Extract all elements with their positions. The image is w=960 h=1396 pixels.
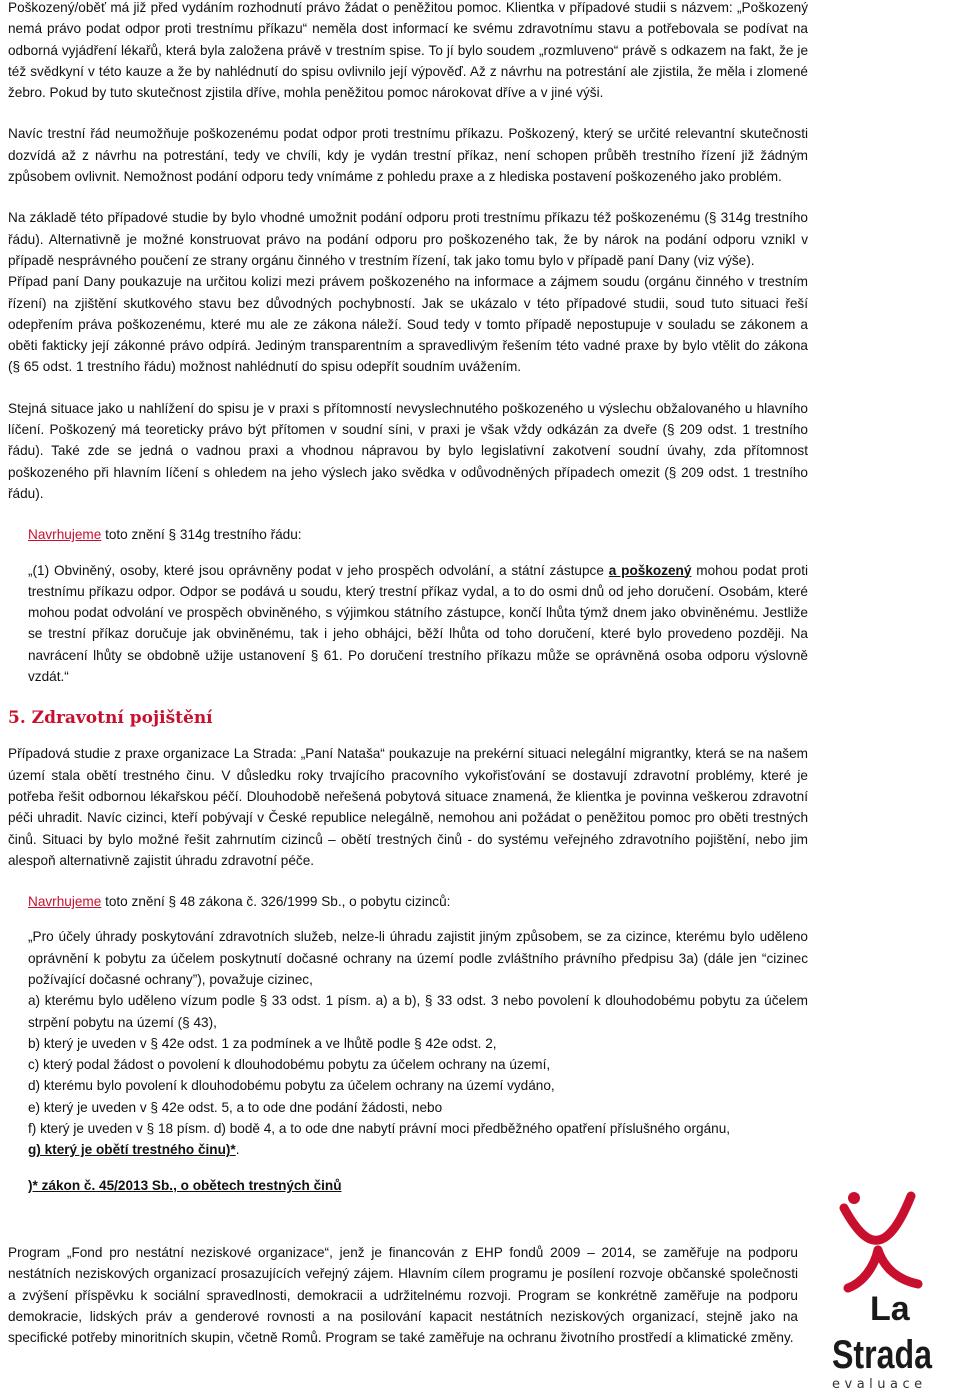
proposal-quote: „Pro účely úhrady poskytování zdravotních služeb, nelze-li úhradu zajistit jiným způsobem, se za cizince, kterému bylo uděleno oprávnění k pobytu za účelem poskytnutí dočasné ochrany na území podle zvláštního právního předpisu 3a) (dále jen “cizinec požívající dočasné ochrany”), považuje cizinec, [28,929,808,987]
paragraph: Poškozený/oběť má již před vydáním rozhodnutí právo žádat o peněžitou pomoc. Klientka v případové studii s názvem: „Poškozený nemá právo podat odpor proti trestnímu příkazu“ neměla dost informací ke svému zdravotnímu stavu a potřebovala se podívat na odborná vyjádření lékařů, která byla založena právě v trestním spise. To jí bylo soudem „rozmluveno“ právě s odkazem na fakt, že je též svědkyní v této kauze a že by nahlédnutí do spisu ovlivnilo její výpověď. Až z návrhu na potrestání ale zjistila, že měla i zlomené žebro. Pokud by tuto skutečnost zjistila dříve, mohla peněžitou pomoc nárokovat dříve a v jiné výši. [8,0,808,101]
proposal-link[interactable]: Navrhujeme [28,527,102,543]
logo-text-line1: La [870,1290,910,1328]
list-item: a) kterému bylo uděleno vízum podle § 33 odst. 1 písm. a) a b), § 33 odst. 3 nebo povolení k dlouhodobému pobytu za účelem strpění pobytu na území (§ 43), [28,993,808,1030]
logo-text-line2: Strada [832,1333,933,1377]
paragraph: Případová studie z praxe organizace La Strada: „Paní Nataša“ poukazuje na prekérní situaci nelegální migrantky, která se na našem území stala obětí trestného činu. V důsledku roky trvajícího pracovního vykořisťování se dostavují zdravotní problémy, které je potřeba řešit odbornou lékařskou péčí. Dlouhodobě neřešená pobytová situace znamená, že klientka je povinna veškerou zdravotní péči uhradit. Navíc cizinci, kteří pobývají v České republice nelegálně, nemohou ani požádat o peněžitou pomoc pro oběti trestných činů. Situaci by bylo možné řešit zahrnutím cizinců – obětí trestných činů - do systému veřejného zdravotního pojištění, nebo jim alespoň alternativně zajistit úhradu zdravotní péče. [8,746,808,868]
list-item: b) který je uveden v § 42e odst. 1 za podmínek a ve lhůtě podle § 42e odst. 2, [28,1035,497,1051]
proposal-quote: „(1) Obviněný, osoby, které jsou oprávněny podat v jeho prospěch odvolání, a státní zástupce a poškozený mohou podat proti trestnímu příkazu odpor. Odpor se podává u soudu, který trestní příkaz vydal, a to do osmi dnů od jeho doručení. Osobám, které mohou podat odvolání ve prospěch obviněného, s výjimkou státního zástupce, končí lhůta týmž dnem jako obviněnému. Jestliže se trestní příkaz doručuje jak obviněnému, tak i jeho obhájci, běží lhůta od toho doručení, které bylo provedeno později. Na navrácení lhůty se obdobně užije ustanovení § 61. Po doručení trestního příkazu může se oprávněná osoba odporu výslovně vzdát.“ [28,562,808,685]
list-item: d) kterému bylo povolení k dlouhodobému pobytu za účelem ochrany na území vydáno, [28,1078,555,1094]
list-item: c) který podal žádost o povolení k dlouhodobému pobytu za účelem ochrany na území, [28,1057,551,1073]
paragraph: Na základě této případové studie by bylo vhodné umožnit podání odporu proti trestnímu příkazu též poškozenému (§ 314g trestního řádu). Alternativně je možné konstruovat právo na podání odporu pro poškozeného tak, že by nárok na podání odporu vznikl v případě nesprávného poučení ze strany orgánu činného v trestním řízení, tak jako tomu bylo v případě paní Dany (viz výše). [8,210,808,268]
document-body [8,0,808,1196]
proposal-intro: Navrhujeme toto znění § 314g trestního řádu: [8,524,808,545]
paragraph: Případ paní Dany poukazuje na určitou kolizi mezi právem poškozeného na informace a zájmem soudu (orgánu činného v trestním řízení) na zjištění skutkového stavu bez důvodných pochybností. Jak se ukázalo v této případové studii, soud tuto situaci řeší odepřením práva poškozenému, které mu ale ze zákona náleží. Soud tedy v tomto případě nepostupuje v souladu se zákonem a oběti fakticky její zákonné právo odpírá. Jediným transparentním a spravedlivým řešením této vadné praxe by bylo vtělit do zákona (§ 65 odst. 1 trestního řádu) možnost nahlédnutí do spisu odepřít soudním uvážením. [8,274,808,375]
footnote: )* zákon č. 45/2013 Sb., o obětech trestných činů [28,1177,342,1193]
list-item: f) který je uveden v § 18 písm. d) bodě 4, a to ode dne nabytí právní moci předběžného opatření příslušného orgánu, [28,1121,731,1137]
list-item: e) který je uveden v § 42e odst. 5, a to ode dne podání žádosti, nebo [28,1099,443,1115]
figure-icon [844,1192,918,1288]
logo-tagline: evaluace [832,1377,927,1392]
proposal-link[interactable]: Navrhujeme [28,894,102,910]
paragraph: Stejná situace jako u nahlížení do spisu je v praxi s přítomností nevyslechnutého poškozeného u výslechu obžalovaného u hlavního líčení. Poškozený má teoreticky právo být přítomen v soudní síni, v praxi je však vždy odkázán za dveře (§ 209 odst. 1 trestního řádu). Také zde se jedná o vadnou praxi a vhodnou nápravou by bylo legislativní zakotvení soudní úvahy, zda přítomnost poškozeného při hlavním líčení s ohledem na jeho výslech jako svědka v odůvodněných případech omezit (§ 209 odst. 1 trestního řádu). [8,400,808,501]
la-strada-logo [826,1188,936,1394]
section-heading: 5. Zdravotní pojištění [8,708,213,729]
program-footer: Program „Fond pro nestátní neziskové organizace“, jenž je financován z EHP fondů 2009 – 2014, se zaměřuje na podporu nestátních neziskových organizací prosazujících veřejný zájem. Hlavním cílem programu je posílení rozvoje občanské společnosti a zvýšení příspěvku k sociální spravedlnosti, demokracii a udržitelnému rozvoji. Program se konkrétně zaměřuje na podporu demokracie, lidských práv a genderové rovnosti a na posilování kapacit nestátních neziskových organizací, stejně jako na specifické potřeby minoritních skupin, včetně Romů. Program se také zaměřuje na ochranu životního prostředí a klimatické změny. [8,1245,798,1346]
paragraph: Navíc trestní řád neumožňuje poškozenému podat odpor proti trestnímu příkazu. Poškozený, který se určité relevantní skutečnosti dozvídá až z návrhu na potrestání, tedy ve chvíli, kdy je vydán trestní příkaz, není schopen průběh trestního řízení již žádným způsobem ovlivnit. Nemožnost podání odporu tedy vnímáme z pohledu praxe a z hlediska postavení poškozeného jako problém. [8,126,808,185]
proposal-intro: Navrhujeme toto znění § 48 zákona č. 326/1999 Sb., o pobytu cizinců: [8,891,808,912]
list-item: g) který je obětí trestného činu)*. [28,1142,240,1158]
